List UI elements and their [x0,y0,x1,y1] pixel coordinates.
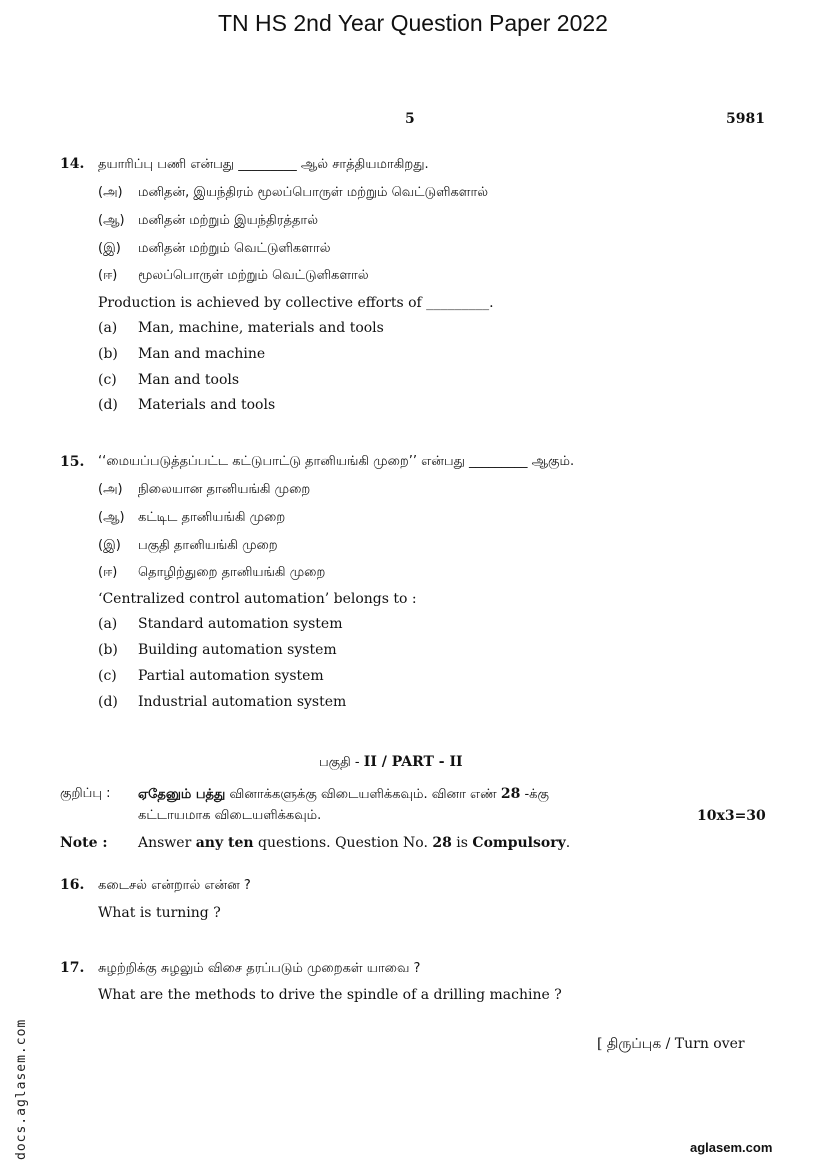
marks-allocation: 10x3=30 [697,808,766,824]
question-number: 17. [60,960,85,976]
option-english: (c) Man and tools [98,372,240,388]
note-text-tamil-line2: கட்டாயமாக விடையளிக்கவும். [138,808,322,823]
option-english: (a) Man, machine, materials and tools [98,320,384,336]
question-tamil: தயாரிப்பு பணி என்பது _________ ஆல் சாத்தியமாகிறது. [98,157,429,172]
option-english: (d) Materials and tools [98,397,276,413]
option-tamil: (ஆ) மனிதன் மற்றும் இயந்திரத்தால் [98,213,319,228]
question-tamil: கடைசல் என்றால் என்ன ? [98,878,251,893]
footer-site-link[interactable]: aglasem.com [690,1140,773,1155]
page-number: 5 [405,111,415,127]
note-label-english: Note : [60,835,108,851]
option-tamil: (அ) நிலையான தானியங்கி முறை [98,482,311,497]
option-tamil: (ஈ) தொழிற்துறை தானியங்கி முறை [98,565,326,580]
option-english: (a) Standard automation system [98,616,343,632]
question-english: Production is achieved by collective efforts of _________. [98,295,494,311]
option-tamil: (ஈ) மூலப்பொருள் மற்றும் வெட்டுளிகளால் [98,268,369,283]
note-text-english: Answer any ten questions. Question No. 28 is Compulsory. [138,835,571,851]
option-english: (b) Man and machine [98,346,266,362]
option-english: (c) Partial automation system [98,668,324,684]
option-tamil: (இ) மனிதன் மற்றும் வெட்டுளிகளால் [98,241,331,256]
note-label-tamil: குறிப்பு : [60,786,111,801]
paper-code: 5981 [726,111,765,127]
question-number: 14. [60,156,85,172]
option-tamil: (இ) பகுதி தானியங்கி முறை [98,538,278,553]
turn-over-note: [ திருப்புக / Turn over [597,1036,745,1052]
option-english: (d) Industrial automation system [98,694,347,710]
option-english: (b) Building automation system [98,642,337,658]
question-number: 15. [60,454,85,470]
question-english: What are the methods to drive the spindle of a drilling machine ? [98,987,562,1003]
option-tamil: (அ) மனிதன், இயந்திரம் மூலப்பொருள் மற்றும் வெட்டுளிகளால் [98,185,489,200]
question-english: What is turning ? [98,905,221,921]
question-english: ‘Centralized control automation’ belongs to : [98,591,417,607]
page-banner-title: TN HS 2nd Year Question Paper 2022 [218,10,608,36]
watermark-text: docs.aglasem.com [14,1018,29,1160]
question-number: 16. [60,877,85,893]
note-text-tamil: ஏதேனும் பத்து வினாக்களுக்கு விடையளிக்கவும். வினா எண் 28 -க்கு [138,786,549,802]
part-heading: பகுதி - II / PART - II [319,754,463,770]
option-tamil: (ஆ) கட்டிட தானியங்கி முறை [98,510,286,525]
question-tamil: ‘‘மையப்படுத்தப்பட்ட கட்டுபாட்டு தானியங்கி முறை’’ என்பது _________ ஆகும். [98,454,575,469]
question-tamil: சுழற்றிக்கு சுழலும் விசை தரப்படும் முறைகள் யாவை ? [98,961,421,976]
